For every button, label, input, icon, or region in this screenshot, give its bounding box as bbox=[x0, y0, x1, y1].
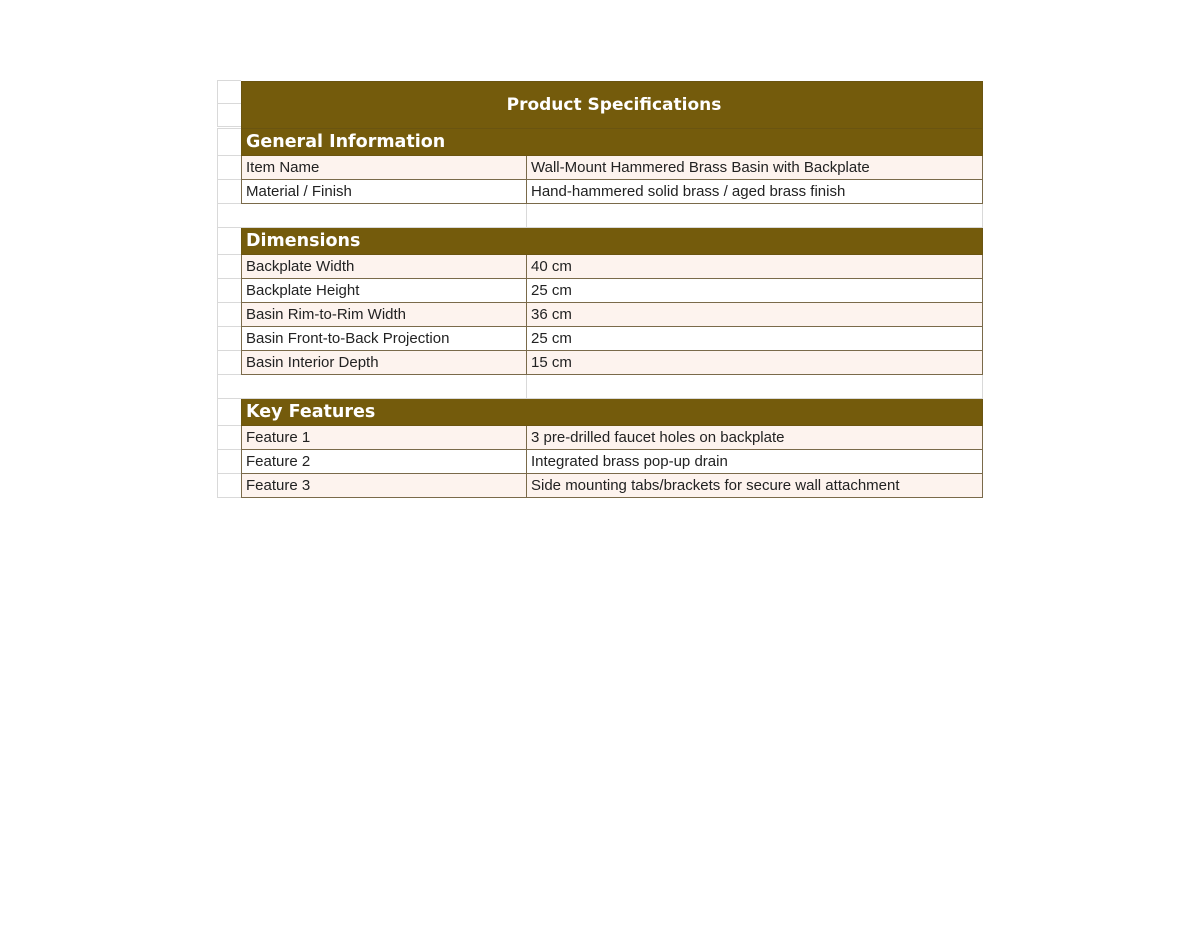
row-header[interactable] bbox=[217, 425, 241, 450]
row-header[interactable] bbox=[217, 302, 241, 327]
section-header-row bbox=[217, 399, 983, 426]
spec-value[interactable]: 25 cm bbox=[527, 279, 983, 303]
spec-label[interactable]: Backplate Height bbox=[241, 279, 527, 303]
empty-cell[interactable] bbox=[241, 375, 527, 399]
row-header[interactable] bbox=[217, 128, 241, 156]
table-row bbox=[217, 180, 983, 204]
row-header[interactable] bbox=[217, 398, 241, 426]
section-heading[interactable]: Dimensions bbox=[241, 228, 983, 255]
spec-value[interactable]: Integrated brass pop-up drain bbox=[527, 450, 983, 474]
empty-row bbox=[217, 204, 983, 228]
row-header[interactable] bbox=[217, 227, 241, 255]
table-row bbox=[217, 426, 983, 450]
row-header[interactable] bbox=[217, 254, 241, 279]
spec-label[interactable]: Material / Finish bbox=[241, 180, 527, 204]
table-row bbox=[217, 450, 983, 474]
section-header-row bbox=[217, 129, 983, 156]
row-header[interactable] bbox=[217, 350, 241, 375]
row-header[interactable] bbox=[217, 374, 241, 399]
empty-cell[interactable] bbox=[241, 204, 527, 228]
table-row bbox=[217, 279, 983, 303]
spec-label[interactable]: Feature 2 bbox=[241, 450, 527, 474]
row-header[interactable] bbox=[217, 103, 241, 127]
spec-value[interactable]: 40 cm bbox=[527, 255, 983, 279]
row-header[interactable] bbox=[217, 80, 241, 104]
spec-value[interactable]: Side mounting tabs/brackets for secure wall attachment bbox=[527, 474, 983, 498]
table-row bbox=[217, 474, 983, 498]
row-header[interactable] bbox=[217, 326, 241, 351]
row-header[interactable] bbox=[217, 203, 241, 228]
spec-label[interactable]: Backplate Width bbox=[241, 255, 527, 279]
row-header[interactable] bbox=[217, 449, 241, 474]
table-row bbox=[217, 351, 983, 375]
section-heading[interactable]: General Information bbox=[241, 129, 983, 156]
row-header[interactable] bbox=[217, 278, 241, 303]
spec-value[interactable]: 3 pre-drilled faucet holes on backplate bbox=[527, 426, 983, 450]
spec-value[interactable]: Hand-hammered solid brass / aged brass finish bbox=[527, 180, 983, 204]
spec-label[interactable]: Basin Rim-to-Rim Width bbox=[241, 303, 527, 327]
spec-label[interactable]: Feature 3 bbox=[241, 474, 527, 498]
table-row bbox=[217, 303, 983, 327]
section-heading[interactable]: Key Features bbox=[241, 399, 983, 426]
spec-sheet bbox=[217, 81, 983, 498]
section-header-row bbox=[217, 228, 983, 255]
spec-value[interactable]: 25 cm bbox=[527, 327, 983, 351]
table-row bbox=[217, 156, 983, 180]
row-header[interactable] bbox=[217, 473, 241, 498]
empty-cell[interactable] bbox=[527, 204, 983, 228]
row-header[interactable] bbox=[217, 179, 241, 204]
spec-value[interactable]: 36 cm bbox=[527, 303, 983, 327]
spec-label[interactable]: Basin Front-to-Back Projection bbox=[241, 327, 527, 351]
spec-value[interactable]: 15 cm bbox=[527, 351, 983, 375]
row-header[interactable] bbox=[217, 155, 241, 180]
title-row bbox=[217, 81, 983, 129]
empty-cell[interactable] bbox=[527, 375, 983, 399]
spec-label[interactable]: Basin Interior Depth bbox=[241, 351, 527, 375]
spec-value[interactable]: Wall-Mount Hammered Brass Basin with Backplate bbox=[527, 156, 983, 180]
spec-label[interactable]: Item Name bbox=[241, 156, 527, 180]
table-row bbox=[217, 327, 983, 351]
empty-row bbox=[217, 375, 983, 399]
sheet-title[interactable]: Product Specifications bbox=[241, 81, 983, 129]
spec-label[interactable]: Feature 1 bbox=[241, 426, 527, 450]
table-row bbox=[217, 255, 983, 279]
